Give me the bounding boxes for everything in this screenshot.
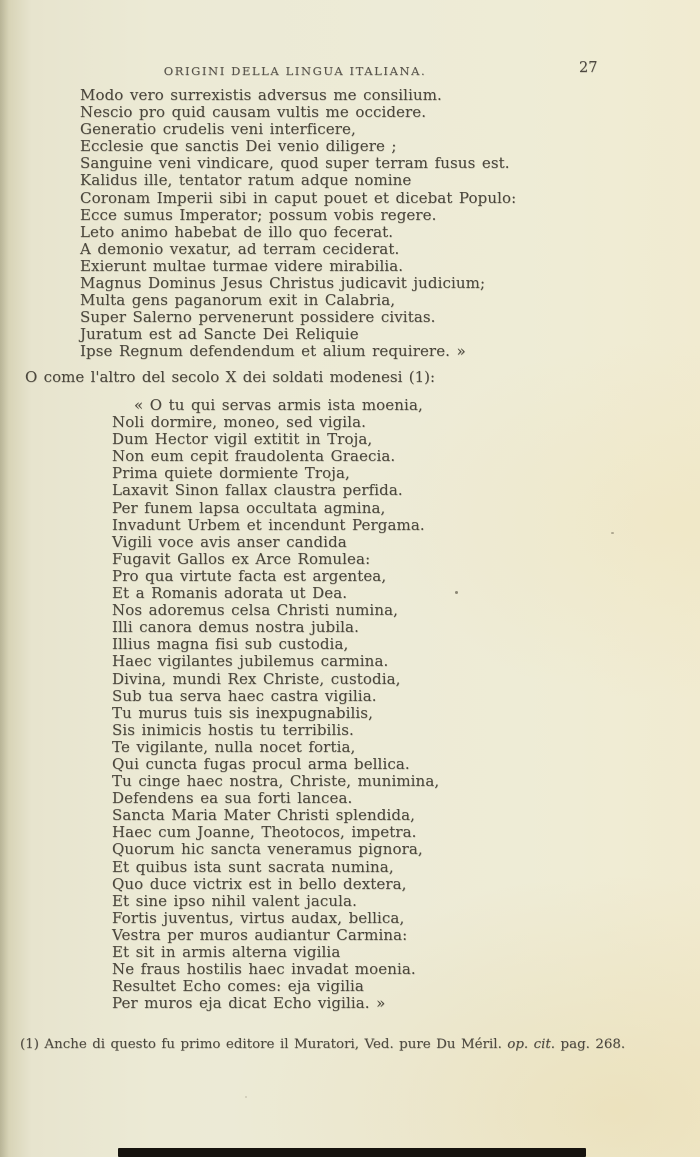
poem-line: Sancta Maria Mater Christi splendida, — [112, 806, 415, 825]
poem-line: Tu murus tuis sis inexpugnabilis, — [112, 703, 373, 722]
footnote-citation-italic: op. cit. — [507, 1037, 556, 1052]
poem-line: Et quibus ista sunt sacrata numina, — [112, 857, 394, 876]
poem-line: Quorum hic sancta veneramus pignora, — [112, 840, 423, 859]
latin-poem-second — [112, 397, 439, 1012]
poem-line: Dum Hector vigil extitit in Troja, — [112, 430, 373, 449]
poem-line: Super Salerno pervenerunt possidere civitas. — [80, 308, 436, 327]
footnote-text: (1) Anche di questo fu primo editore il Muratori, Ved. pure Du Méril. — [20, 1037, 508, 1052]
paper-speck — [245, 1096, 247, 1098]
poem-line: Vigili voce avis anser candida — [112, 532, 347, 551]
poem-line: Ne fraus hostilis haec invadat moenia. — [112, 960, 416, 979]
footnote — [20, 1037, 690, 1052]
poem-line: Sanguine veni vindicare, quod super terram fusus est. — [80, 154, 510, 173]
poem-line: Haec vigilantes jubilemus carmina. — [112, 652, 389, 671]
poem-line: Modo vero surrexistis adversus me consilium. — [80, 86, 442, 104]
poem-line: Vestra per muros audiantur Carmina: — [112, 925, 408, 944]
poem-line: Ecce sumus Imperator; possum vobis regere. — [80, 205, 437, 224]
intro-paragraph: O come l'altro del secolo X dei soldati modenesi (1): — [25, 368, 436, 386]
poem-line: Pro qua virtute facta est argentea, — [112, 566, 387, 585]
poem-line: Et sine ipso nihil valent jacula. — [112, 891, 357, 910]
poem-line: Tu cinge haec nostra, Christe, munimina, — [112, 772, 440, 791]
footnote-page-ref: pag. 268. — [555, 1037, 626, 1052]
scan-artifact-bar — [118, 1148, 586, 1157]
poem-line: Illius magna fisi sub custodia, — [112, 635, 349, 654]
poem-line: Laxavit Sinon fallax claustra perfida. — [112, 481, 403, 500]
poem-line: Illi canora demus nostra jubila. — [112, 618, 359, 637]
poem-line: A demonio vexatur, ad terram ceciderat. — [80, 239, 400, 258]
paper-speck — [455, 591, 458, 594]
poem-line: Noli dormire, moneo, sed vigila. — [112, 413, 367, 432]
poem-line: Non eum cepit fraudolenta Graecia. — [112, 447, 396, 466]
poem-line: Defendens ea sua forti lancea. — [112, 789, 353, 808]
page-number: 27 — [579, 60, 598, 76]
poem-line: Et a Romanis adorata ut Dea. — [112, 584, 348, 603]
poem-line: Fugavit Gallos ex Arce Romulea: — [112, 549, 371, 568]
poem-line: Multa gens paganorum exit in Calabria, — [80, 291, 396, 310]
poem-line: « O tu qui servas armis ista moenia, — [134, 396, 423, 414]
running-header-title: ORIGINI DELLA LINGUA ITALIANA. — [163, 64, 427, 78]
poem-line: Per funem lapsa occultata agmina, — [112, 498, 386, 517]
poem-line: Te vigilante, nulla nocet fortia, — [112, 737, 356, 756]
poem-line: Ecclesie que sanctis Dei venio diligere ; — [80, 137, 397, 156]
poem-line: Quo duce victrix est in bello dextera, — [112, 874, 407, 893]
poem-line: Per muros eja dicat Echo vigilia. » — [112, 994, 386, 1013]
poem-line: Haec cum Joanne, Theotocos, impetra. — [112, 823, 417, 842]
poem-line: Generatio crudelis veni interficere, — [80, 120, 356, 139]
poem-line: Prima quiete dormiente Troja, — [112, 464, 350, 483]
poem-line: Sis inimicis hostis tu terribilis. — [112, 720, 354, 739]
poem-line: Kalidus ille, tentator ratum adque nomine — [80, 171, 412, 190]
poem-line: Exierunt multae turmae videre mirabilia. — [80, 256, 404, 275]
poem-line: Divina, mundi Rex Christe, custodia, — [112, 669, 401, 688]
poem-line: Et sit in armis alterna vigilia — [112, 943, 341, 961]
poem-line: Coronam Imperii sibi in caput pouet et dicebat Populo: — [80, 188, 517, 207]
poem-line: Ipse Regnum defendendum et alium requirere. » — [80, 342, 466, 361]
latin-poem-first — [80, 87, 516, 361]
poem-line: Qui cuncta fugas procul arma bellica. — [112, 754, 410, 773]
poem-line: Nescio pro quid causam vultis me occidere. — [80, 103, 427, 122]
poem-line: Resultet Echo comes: eja vigilia — [112, 977, 364, 996]
poem-line: Juratum est ad Sancte Dei Reliquie — [80, 325, 359, 344]
poem-line: Invadunt Urbem et incendunt Pergama. — [112, 515, 425, 534]
poem-line: Nos adoremus celsa Christi numina, — [112, 601, 398, 620]
poem-line: Fortis juventus, virtus audax, bellica, — [112, 908, 405, 927]
paper-speck — [611, 532, 614, 534]
poem-line: Sub tua serva haec castra vigilia. — [112, 686, 377, 705]
poem-line: Magnus Dominus Jesus Christus judicavit judicium; — [80, 274, 486, 293]
poem-line: Leto animo habebat de illo quo fecerat. — [80, 222, 394, 241]
